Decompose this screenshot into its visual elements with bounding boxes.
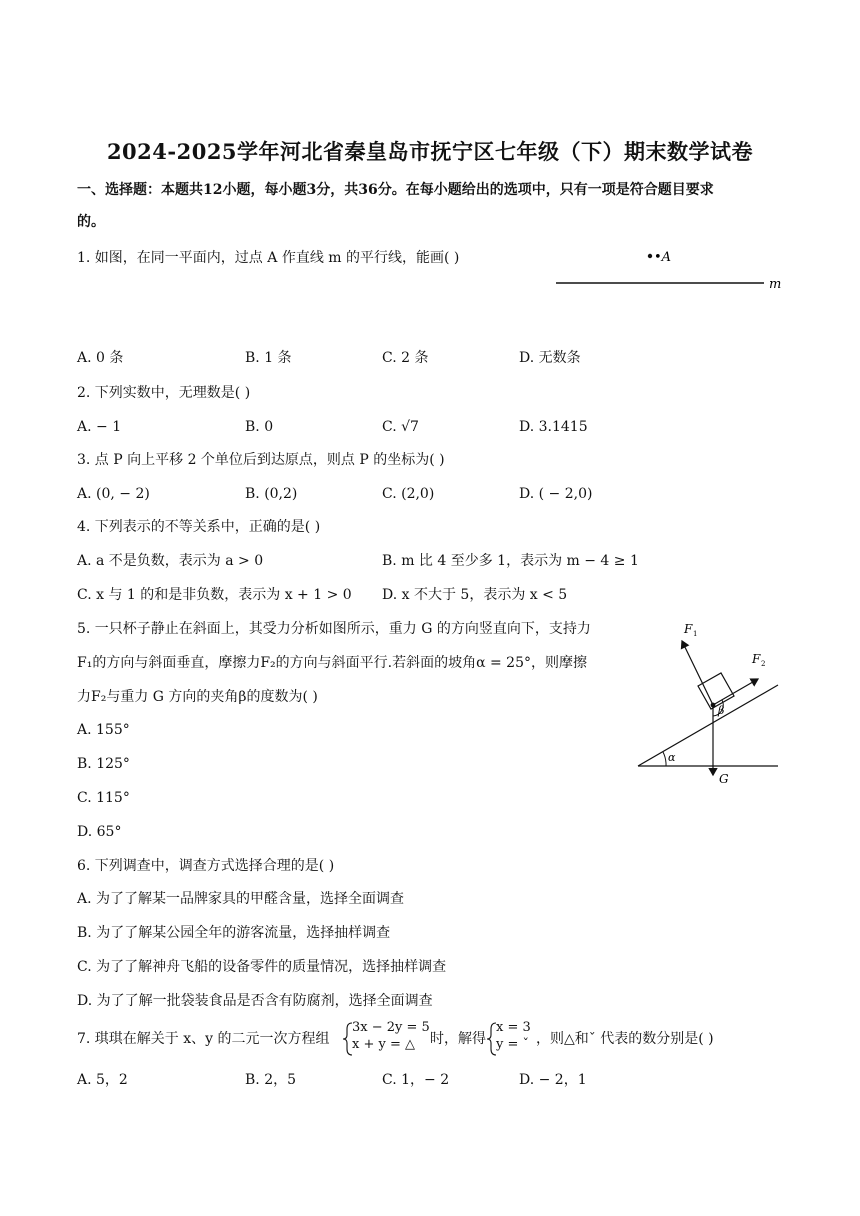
q5-option-b[interactable]: B. 125° xyxy=(77,756,130,772)
alpha-arc xyxy=(663,752,666,766)
point-a-label: •A xyxy=(654,250,672,265)
q4-stem: 4. 下列表示的不等关系中，正确的是( ) xyxy=(77,519,321,535)
q7-stem-mid: 时，解得 xyxy=(430,1031,486,1047)
q1-option-b[interactable]: B. 1 条 xyxy=(245,350,292,366)
q7-eq1: 3x − 2y = 5 xyxy=(352,1020,430,1035)
q3-option-a[interactable]: A. (0, − 2) xyxy=(77,486,150,502)
line-m-label: m xyxy=(769,277,782,292)
q3-option-c[interactable]: C. (2,0) xyxy=(382,486,435,502)
q5-stem-line1: 5. 一只杯子静止在斜面上，其受力分析如图所示，重力 G 的方向竖直向下，支持力 xyxy=(77,621,591,637)
q6-option-c[interactable]: C. 为了了解神舟飞船的设备零件的质量情况，选择抽样调查 xyxy=(77,959,447,975)
q7-eq2: x + y = △ xyxy=(352,1037,415,1052)
f1-arrow xyxy=(682,641,713,705)
q7-option-d[interactable]: D. − 2，1 xyxy=(519,1072,587,1088)
q4-option-d[interactable]: D. x 不大于 5，表示为 x < 5 xyxy=(382,587,568,603)
q7-sol2: y = ˇ xyxy=(496,1037,530,1052)
q6-stem: 6. 下列调查中，调查方式选择合理的是( ) xyxy=(77,858,335,874)
q6-option-a[interactable]: A. 为了了解某一品牌家具的甲醛含量，选择全面调查 xyxy=(77,891,405,907)
page-title: 2024-2025学年河北省秦皇岛市抚宁区七年级（下）期末数学试卷 xyxy=(106,139,754,164)
q3-option-b[interactable]: B. (0,2) xyxy=(245,486,298,502)
f2-label: F xyxy=(752,652,761,666)
q4-option-a[interactable]: A. a 不是负数，表示为 a > 0 xyxy=(77,553,264,569)
q1-option-a[interactable]: A. 0 条 xyxy=(77,350,124,366)
alpha-label: α xyxy=(668,751,676,764)
q1-stem: 1. 如图，在同一平面内，过点 A 作直线 m 的平行线，能画( ) xyxy=(77,250,460,266)
q5-stem-line3: 力F₂与重力 G 方向的夹角β的度数为( ) xyxy=(77,689,318,705)
f1-sub: 1 xyxy=(693,630,698,638)
q2-option-d[interactable]: D. 3.1415 xyxy=(519,419,588,435)
q6-option-b[interactable]: B. 为了了解某公园全年的游客流量，选择抽样调查 xyxy=(77,925,391,941)
f1-label: F xyxy=(684,622,693,636)
q1-figure xyxy=(550,244,790,294)
q7-stem-pre: 7. 琪琪在解关于 x、y 的二元一次方程组 xyxy=(77,1031,330,1047)
q2-stem: 2. 下列实数中，无理数是( ) xyxy=(77,385,251,401)
f2-sub: 2 xyxy=(761,660,766,668)
g-label: G xyxy=(719,772,729,786)
q2-option-a[interactable]: A. − 1 xyxy=(77,419,122,435)
q7-option-a[interactable]: A. 5，2 xyxy=(77,1072,128,1088)
point-a-dot xyxy=(648,254,652,258)
q3-option-d[interactable]: D. ( − 2,0) xyxy=(519,486,593,502)
q7-stem-post: ，则△和ˇ 代表的数分别是( ) xyxy=(536,1031,714,1047)
q4-option-c[interactable]: C. x 与 1 的和是非负数，表示为 x + 1 > 0 xyxy=(77,587,352,603)
q4-option-b[interactable]: B. m 比 4 至少多 1，表示为 m − 4 ≥ 1 xyxy=(382,553,639,569)
q1-option-c[interactable]: C. 2 条 xyxy=(382,350,429,366)
q2-option-c[interactable]: C. √7 xyxy=(382,419,419,435)
q3-stem: 3. 点 P 向上平移 2 个单位后到达原点，则点 P 的坐标为( ) xyxy=(77,452,445,468)
q7-option-c[interactable]: C. 1，− 2 xyxy=(382,1072,450,1088)
section-heading-line1: 一、选择题：本题共12小题，每小题3分，共36分。在每小题给出的选项中，只有一项是符合题目要求 xyxy=(77,182,714,198)
q5-stem-line2: F₁的方向与斜面垂直，摩擦力F₂的方向与斜面平行.若斜面的坡角α = 25°，则摩擦 xyxy=(77,655,588,671)
section-heading-line2: 的。 xyxy=(77,214,105,230)
q2-option-b[interactable]: B. 0 xyxy=(245,419,274,435)
q1-option-d[interactable]: D. 无数条 xyxy=(519,350,581,366)
q6-option-d[interactable]: D. 为了了解一批袋装食品是否含有防腐剂，选择全面调查 xyxy=(77,993,433,1009)
beta-label: β xyxy=(718,704,725,717)
q5-option-c[interactable]: C. 115° xyxy=(77,790,130,806)
q5-option-a[interactable]: A. 155° xyxy=(77,722,130,738)
q7-sol1: x = 3 xyxy=(496,1020,531,1035)
q5-option-d[interactable]: D. 65° xyxy=(77,824,122,840)
q7-option-b[interactable]: B. 2，5 xyxy=(245,1072,297,1088)
q5-force-figure xyxy=(630,615,790,790)
